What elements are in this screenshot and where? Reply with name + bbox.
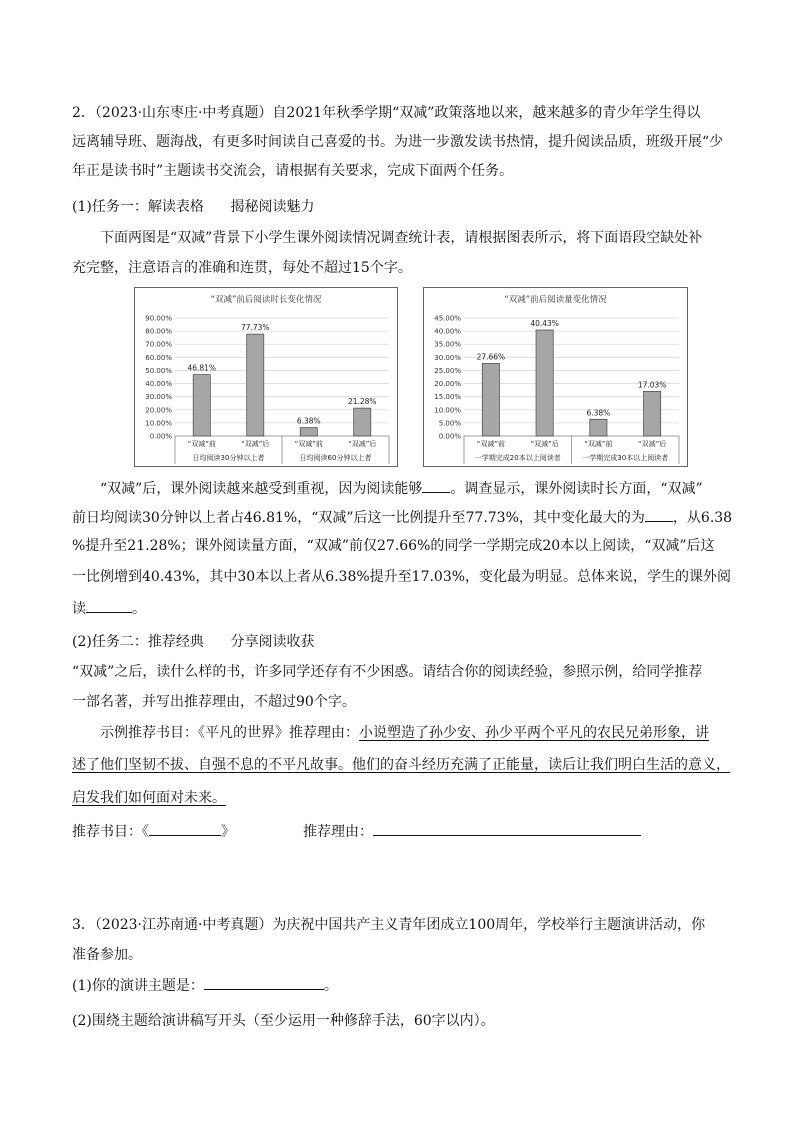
- data-label: 46.81%: [187, 363, 217, 373]
- category-label: “双减”后: [637, 440, 667, 448]
- q2-line-2: 远离辅导班、题海战，有更多时间读自己喜爱的书。为进一步激发读书热情，提升阅读品质，班级开展“少: [72, 134, 724, 150]
- q3-sub1-label: (1)你的演讲主题是：: [72, 978, 204, 994]
- recommend-book-label: 推荐书目：《: [72, 824, 149, 840]
- bar: [644, 391, 661, 436]
- recommend-reason-label: 推荐理由：: [303, 824, 373, 840]
- recommend-book-blank[interactable]: [149, 821, 221, 836]
- recommend-book-close: 》: [221, 824, 235, 840]
- example-line-1: [100, 723, 709, 743]
- q2-line-1: 2．（2023·山东枣庄·中考真题）自2021年秋季学期“双减”政策落地以来，越来越多的青少年学生得以: [72, 105, 701, 121]
- para5-text-a: 读: [72, 601, 86, 617]
- q3-sub-2: (2)围绕主题给演讲稿写开头（至少运用一种修辞手法，60字以内）。: [72, 1013, 495, 1029]
- y-tick-label: 0.00%: [438, 432, 461, 441]
- group-label: 日均阅读60分钟以上者: [299, 454, 372, 462]
- recommend-reason-row: [303, 821, 641, 842]
- data-label: 17.03%: [637, 380, 667, 390]
- reading-volume-chart-svg: [424, 288, 687, 466]
- blank-2[interactable]: [645, 507, 673, 522]
- y-tick-label: 90.00%: [145, 314, 172, 323]
- para1-text-b: 。调查显示，课外阅读时长方面，“双减”: [450, 481, 703, 497]
- y-tick-label: 20.00%: [434, 380, 461, 389]
- category-label: “双减”前: [294, 440, 323, 448]
- y-tick-label: 40.00%: [434, 327, 461, 336]
- task1-title: (1)任务一：解读表格 揭秘阅读魅力: [72, 199, 315, 215]
- bar: [354, 408, 371, 436]
- category-label: “双减”后: [530, 440, 559, 448]
- category-label: “双减”前: [476, 440, 506, 448]
- chart-title: “双减”前后阅读量变化情况: [504, 295, 607, 305]
- para2-text-a: 前日均阅读30分钟以上者占46.81%，“双减”后这一比例提升至77.73%，其中变化最大的为: [72, 510, 645, 526]
- example-reason-1: 小说塑造了孙少安、孙少平两个平凡的农民兄弟形象，讲: [359, 725, 709, 741]
- bar: [193, 375, 210, 436]
- reading-volume-chart: [423, 287, 688, 467]
- data-label: 21.28%: [347, 397, 377, 407]
- group-label: 日均阅读30分钟以上者: [192, 454, 265, 462]
- q3-line-2: 准备参加。: [72, 947, 142, 963]
- task1-paragraph-1: [100, 478, 703, 499]
- task1-paragraph-2: [72, 507, 732, 528]
- category-label: “双减”前: [584, 440, 613, 448]
- q2-line-3: 年正是读书时”主题读书交流会，请根据有关要求，完成下面两个任务。: [72, 163, 514, 179]
- q3-theme-blank[interactable]: [204, 975, 324, 990]
- y-tick-label: 70.00%: [145, 340, 172, 349]
- category-label: “双减”前: [187, 440, 216, 448]
- data-label: 6.38%: [296, 416, 321, 426]
- y-tick-label: 80.00%: [145, 327, 172, 336]
- y-tick-label: 0.00%: [149, 432, 172, 441]
- data-label: 77.73%: [240, 323, 270, 333]
- task2-intro-2: 一部名著，并写出推荐理由，不超过90个字。: [72, 694, 356, 710]
- bar: [482, 363, 499, 436]
- data-label: 27.66%: [476, 352, 506, 362]
- reading-time-chart: [134, 287, 398, 467]
- data-label: 6.38%: [586, 408, 611, 418]
- y-tick-label: 10.00%: [434, 406, 461, 415]
- y-tick-label: 25.00%: [434, 366, 461, 375]
- y-tick-label: 10.00%: [145, 419, 172, 428]
- y-tick-label: 30.00%: [145, 393, 172, 402]
- bar: [300, 428, 317, 436]
- q3-sub1-end: 。: [323, 978, 338, 994]
- y-tick-label: 60.00%: [145, 353, 172, 362]
- bar: [590, 419, 607, 436]
- data-label: 40.43%: [530, 318, 559, 328]
- y-tick-label: 15.00%: [434, 393, 461, 402]
- example-line-3: 启发我们如何面对未来。: [72, 790, 226, 806]
- y-tick-label: 5.00%: [438, 419, 461, 428]
- y-tick-label: 45.00%: [434, 314, 461, 323]
- category-label: “双减”后: [348, 440, 377, 448]
- para5-text-b: 。: [132, 601, 146, 617]
- para1-text-a: “双减”后，课外阅读越来越受到重视，因为阅读能够: [100, 481, 423, 497]
- example-line-2: 述了他们坚韧不拔、自强不息的不平凡故事。他们的奋斗经历充满了正能量，读后让我们明白生活的意义，: [72, 757, 730, 773]
- reading-time-chart-svg: [135, 288, 397, 466]
- chart-title: “双减”前后阅读时长变化情况: [210, 295, 322, 305]
- task1-paragraph-5: [72, 598, 146, 619]
- y-tick-label: 30.00%: [434, 353, 461, 362]
- task2-title: (2)任务二：推荐经典 分享阅读收获: [72, 634, 315, 650]
- q3-line-1: 3．（2023·江苏南通·中考真题）为庆祝中国共产主义青年团成立100周年，学校举行主题演讲活动，你: [72, 917, 706, 933]
- bar: [536, 330, 553, 436]
- group-label: 一学期完成20本以上阅读者: [474, 454, 561, 462]
- recommend-reason-blank[interactable]: [373, 821, 641, 836]
- group-label: 一学期完成30本以上阅读者: [582, 454, 669, 462]
- task1-intro-2: 充完整，注意语言的准确和连贯，每处不超过15个字。: [72, 260, 412, 276]
- task1-intro-1: 下面两图是“双减”背景下小学生课外阅读情况调查统计表，请根据图表所示，将下面语段空缺处补: [100, 230, 703, 246]
- blank-1[interactable]: [422, 478, 450, 493]
- y-tick-label: 20.00%: [145, 406, 172, 415]
- y-tick-label: 35.00%: [434, 340, 461, 349]
- recommend-book-row: [72, 821, 235, 842]
- bar: [247, 334, 264, 436]
- example-prefix: 示例推荐书目：《平凡的世界》推荐理由：: [100, 725, 359, 741]
- q3-sub-1: [72, 975, 338, 996]
- para2-text-b: ，从6.38: [672, 510, 733, 526]
- y-tick-label: 40.00%: [145, 380, 172, 389]
- y-tick-label: 50.00%: [145, 366, 172, 375]
- blank-3[interactable]: [86, 598, 132, 613]
- task2-intro-1: “双减”之后，读什么样的书，许多同学还存有不少困惑。请结合你的阅读经验，参照示例，给同学推荐: [72, 664, 703, 680]
- task1-paragraph-4: 一比例增到40.43%，其中30本以上者从6.38%提升至17.03%，变化最为明显。总体来说，学生的课外阅: [72, 569, 732, 585]
- task1-paragraph-3: %提升至21.28%；课外阅读量方面，“双减”前仅27.66%的同学一学期完成20本以上阅读，“双减”后这: [72, 538, 715, 554]
- category-label: “双减”后: [241, 440, 270, 448]
